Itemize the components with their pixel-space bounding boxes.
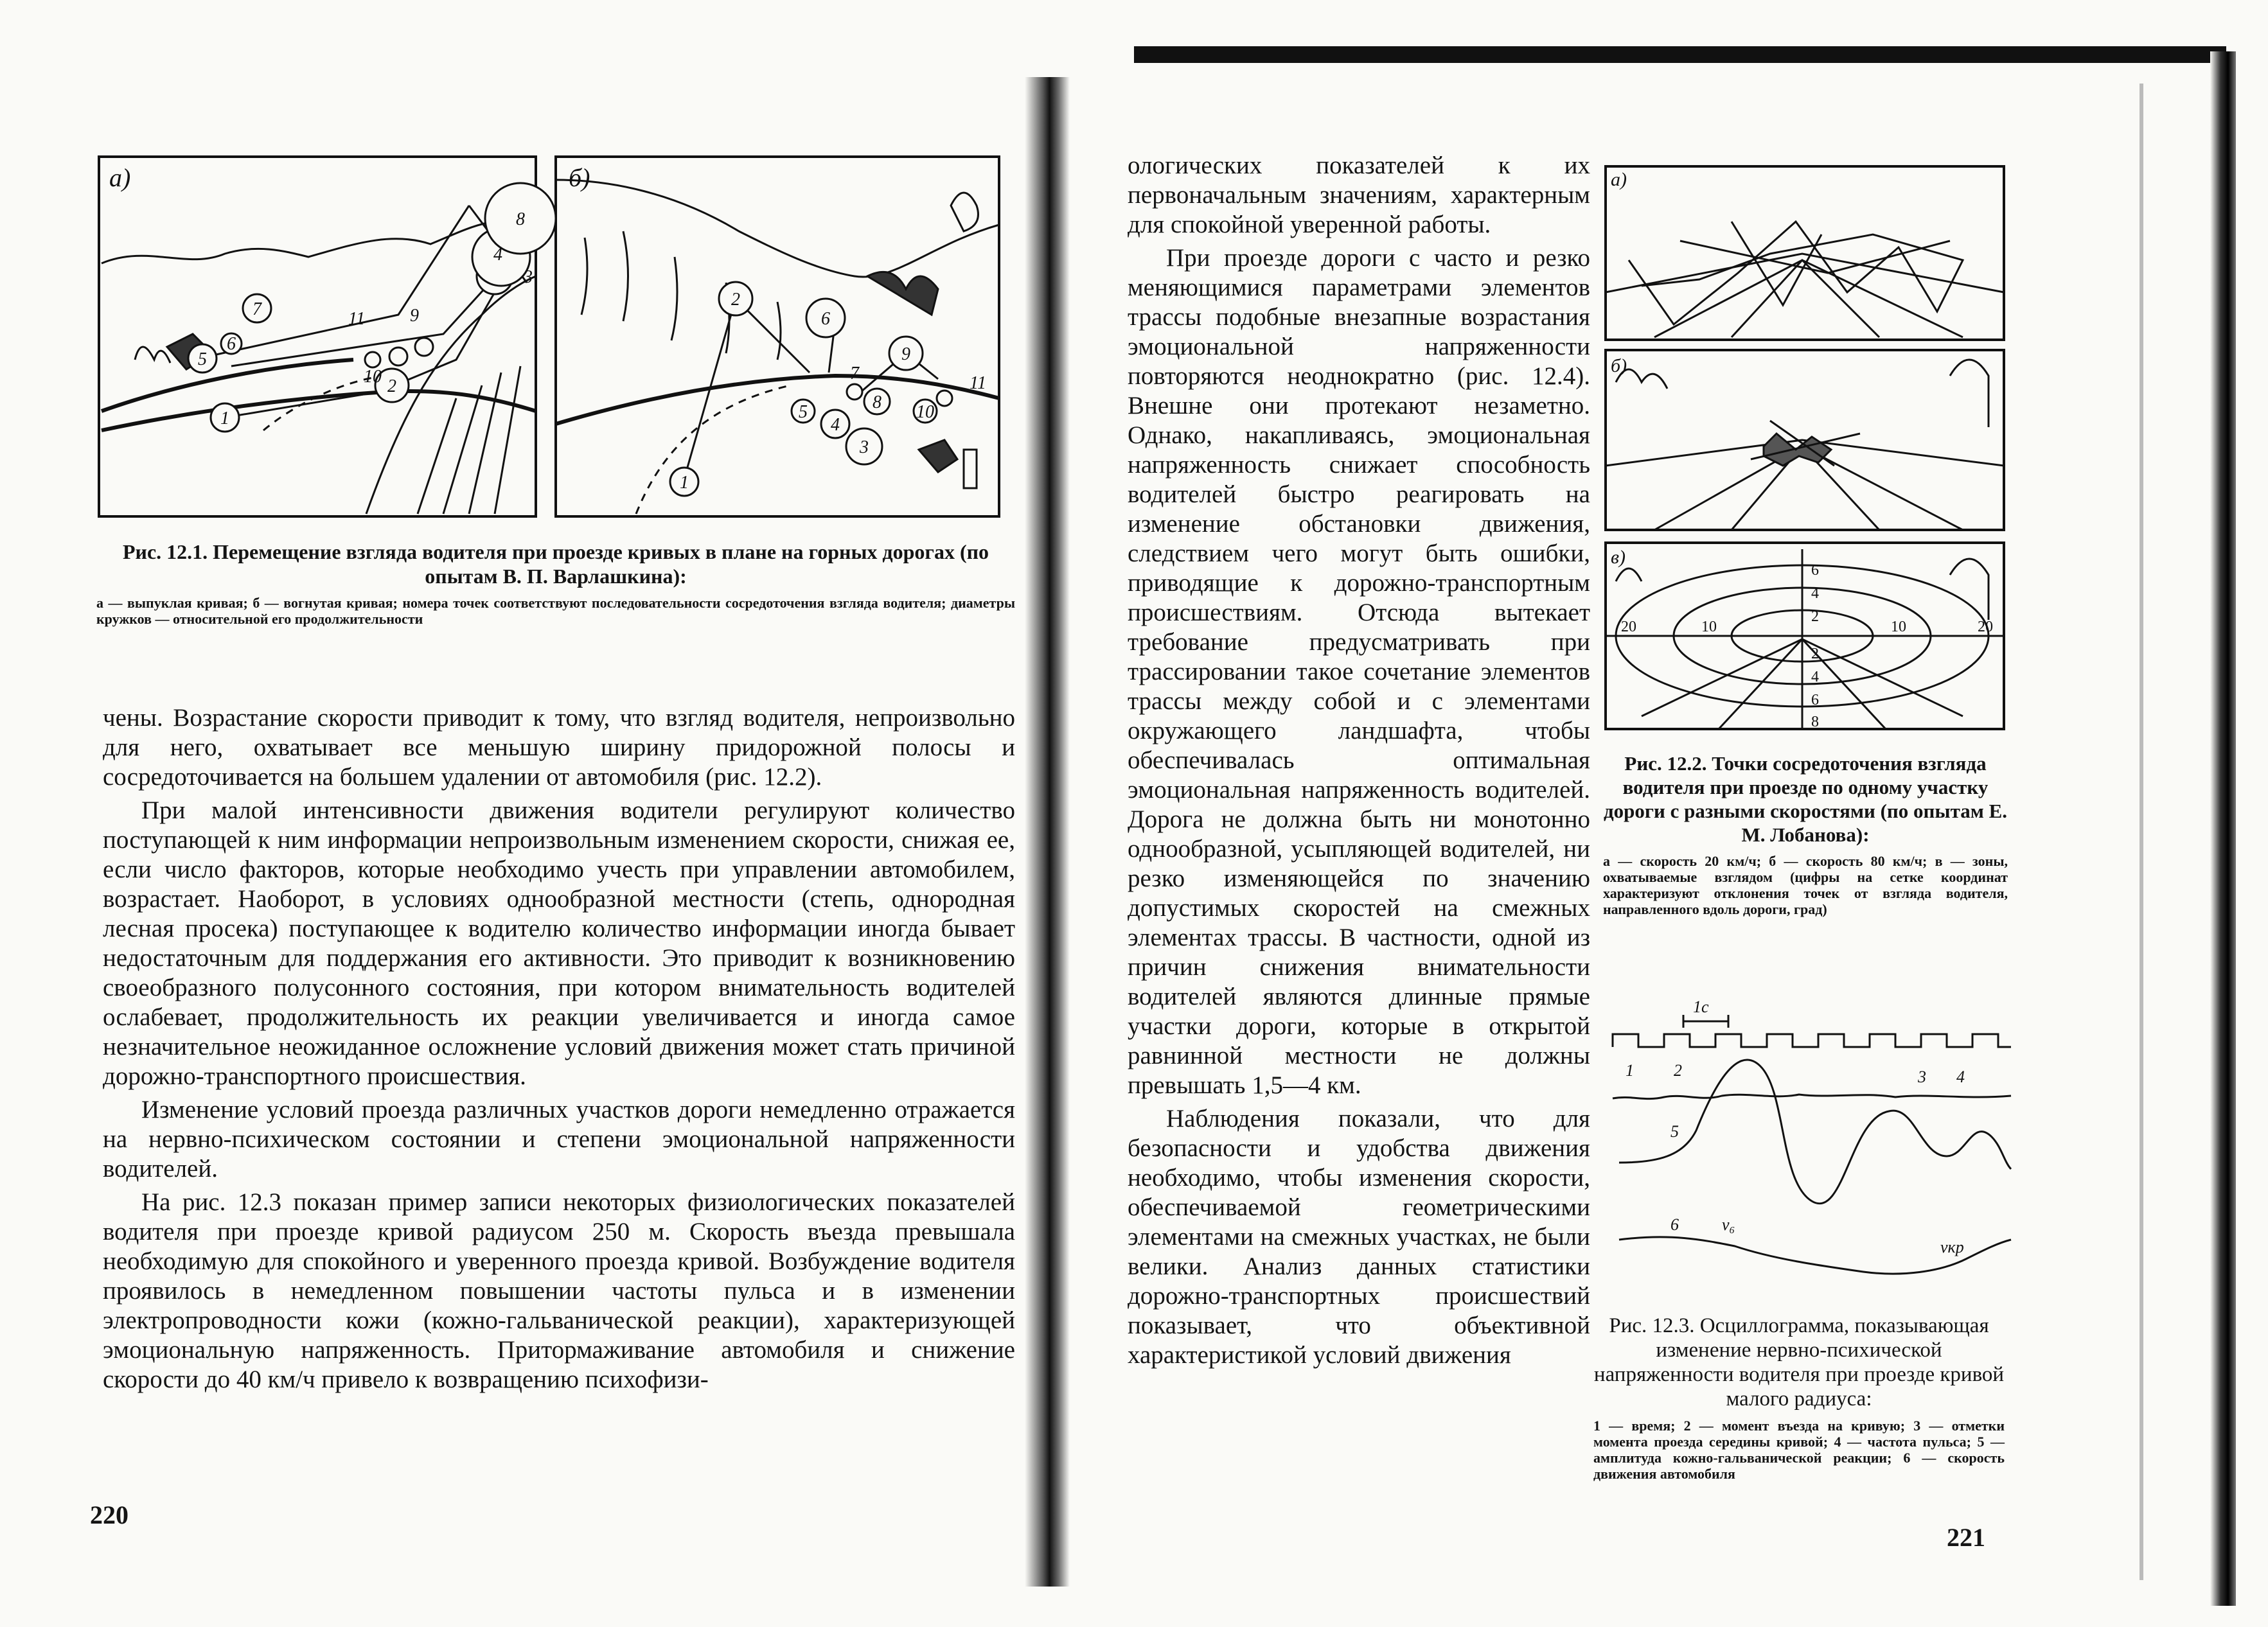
- figure-12-3: [1606, 989, 2017, 1304]
- figure-12-3-caption-title: Рис. 12.3. Осциллограмма, показывающая изменение нервно-психической напряженности водителя при проезде кривой малого радиуса:: [1593, 1314, 2005, 1411]
- side-label-10-right: 10: [1891, 619, 1906, 635]
- b-point-10: 10: [916, 402, 934, 422]
- b-point-2: 2: [731, 290, 740, 310]
- b-point-7: 7: [850, 364, 859, 383]
- book-gutter-shadow: [1025, 77, 1070, 1587]
- curve-label-2: 2: [1674, 1061, 1682, 1080]
- panel-b-drawing: [556, 180, 999, 514]
- a-point-5: 5: [198, 349, 207, 369]
- grid-label-6-bottom: 6: [1811, 692, 1819, 708]
- figure-12-3-caption-note: 1 — время; 2 — момент въезда на кривую; 3 — отметки момента проезда середины кривой; 4 — частота пульса; 5 — амплитуда кожно-гальванической реакции; 6 — скорость движения автомобиля: [1593, 1418, 2005, 1482]
- b-point-3: 3: [860, 437, 869, 457]
- speed-label-v6: v₆: [1722, 1215, 1735, 1234]
- page-edge-line: [2140, 84, 2143, 1580]
- a-point-6: 6: [227, 334, 236, 354]
- left-paragraph-3: Изменение условий проезда различных участков дороги немедленно отражается на нервно-психическом состоянии и степени эмоциональной напряженности водителей.: [103, 1096, 1015, 1183]
- scan-right-edge-shadow: [2210, 51, 2236, 1606]
- a-point-9: 9: [410, 306, 419, 326]
- figure-12-2-caption-title: Рис. 12.2. Точки сосредоточения взгляда водителя при проезде по одному участку дороги с разными скоростями (по опытам Е. М. Лобанова):: [1603, 752, 2008, 846]
- b-point-9: 9: [901, 344, 910, 364]
- pulse-trace: [1613, 1095, 2011, 1099]
- a-point-11: 11: [348, 309, 365, 329]
- b-point-8: 8: [873, 392, 882, 412]
- curve-label-1: 1: [1626, 1061, 1634, 1080]
- left-body-text: [103, 703, 1015, 1398]
- figure-12-3-caption: [1593, 1314, 2005, 1482]
- figure-12-1-caption-note: а — выпуклая кривая; б — вогнутая кривая; номера точек соответствуют последовательности сосредоточения взгляда водителя; диаметры кружков — относительной его продолжительности: [96, 595, 1015, 627]
- fig-12-2-panel-b-label: б): [1611, 355, 1627, 376]
- time-mark-label: 1с: [1693, 998, 1709, 1016]
- curve-label-4: 4: [1956, 1068, 1965, 1086]
- curve-label-6: 6: [1670, 1215, 1679, 1234]
- a-point-10: 10: [364, 367, 382, 387]
- a-point-1: 1: [220, 409, 229, 428]
- side-label-20-right: 20: [1978, 619, 1993, 635]
- figure-12-2: [1603, 164, 2008, 739]
- figure-12-2-caption: [1603, 752, 2008, 917]
- panel-b-label: б): [569, 163, 590, 192]
- figure-12-2-caption-note: а — скорость 20 км/ч; б — скорость 80 км/ч; в — зоны, охватываемые взглядом (цифры на сетке координат характеризуют отклонения точек от взгляда водителя, направленного вдоль дороги, град): [1603, 853, 2008, 917]
- a-point-7: 7: [252, 299, 261, 319]
- grid-label-8-bottom: 8: [1811, 714, 1819, 730]
- left-paragraph-4: На рис. 12.3 показан пример записи некоторых физиологических показателей водителя при проезде кривой радиусом 250 м. Скорость въезда превышала необходимую для спокойного и уверенного проезда кривой. Возбуждение водителя проявилось в немедленном повышении частоты пульса и в изменении электропроводности кожи (кожно-гальванической реакции), характеризующей эмоциональную напряженность. Притормаживание автомобиля и снижение скорости до 40 км/ч привело к возвращению психофизи-: [103, 1188, 1015, 1393]
- grid-label-2-top: 2: [1811, 608, 1819, 625]
- figure-12-1: [96, 154, 1009, 523]
- panel-a-road: [1606, 222, 2004, 337]
- a-point-8: 8: [516, 209, 525, 229]
- right-paragraph-1: ологических показателей к их первоначальным значениям, характерным для спокойной уверенной работы.: [1128, 152, 1590, 238]
- grid-label-4-top: 4: [1811, 585, 1819, 602]
- fig-12-2-panel-a-label: а): [1611, 169, 1627, 190]
- left-paragraph-1: чены. Возрастание скорости приводит к тому, что взгляд водителя, непроизвольно для него, охватывает все меньшую ширину придорожной полосы и сосредоточивается на большем удалении от автомобиля (рис. 12.2).: [103, 704, 1015, 791]
- figure-12-1-caption: [96, 540, 1015, 627]
- scan-top-shadow: [1134, 46, 2226, 63]
- right-body-text: [1128, 151, 1590, 1374]
- a-point-3: 3: [524, 267, 533, 287]
- panel-a-label: а): [109, 163, 131, 192]
- side-label-10-left: 10: [1701, 619, 1717, 635]
- a-point-2: 2: [387, 376, 396, 396]
- panel-b-road: [1606, 360, 2004, 530]
- curve-label-5: 5: [1670, 1122, 1679, 1141]
- page-number-right: 221: [1947, 1523, 1985, 1552]
- b-point-11: 11: [970, 373, 986, 393]
- grid-label-4-bottom: 4: [1811, 669, 1819, 685]
- b-point-4: 4: [831, 415, 840, 435]
- right-paragraph-3: Наблюдения показали, что для безопасности и удобства движения необходимо, чтобы изменения скорости, обеспечиваемой геометрическими элементами на смежных участках, не были велики. Анализ данных статистики дорожно-транспортных происшествий показывает, что объективной характеристикой условий движения: [1128, 1105, 1590, 1369]
- figure-12-1-caption-title: Рис. 12.1. Перемещение взгляда водителя при проезде кривых в плане на горных дорогах (по опытам В. П. Варлашкина):: [122, 540, 989, 588]
- right-paragraph-2: При проезде дороги с часто и резко меняющимися параметрами элементов трассы подобные внезапные возрастания эмоциональной напряженности повторяются неоднократно (рис. 12.4). Внешне они протекают незаметно. Однако, накапливаясь, эмоциональная напряженность снижает способность водителей быстро реагировать на изменение обстановки движения, следствием чего могут быть ошибки, приводящие к дорожно-транспортным происшествиям. Отсюда вытекает требование предусматривать при трассировании такое сочетание элементов трассы между собой и с элементами окружающего ландшафта, чтобы обеспечивалась оптимальная эмоциональная напряженность водителей. Дорога не должна быть ни монотонно однообразной, усыпляющей водителей, ни резко изменяющейся по значению допустимых скоростей на смежных элементах трассы. В частности, одной из причин снижения внимательности водителей являются длинные прямые участки дороги, которые в открытой равнинной местности не должны превышать 1,5—4 км.: [1128, 244, 1590, 1099]
- b-point-6: 6: [821, 309, 830, 329]
- b-point-5: 5: [799, 402, 808, 422]
- panel-c-zones: [1606, 549, 2004, 729]
- side-label-20-left: 20: [1621, 619, 1636, 635]
- fig-12-2-panel-c-label: в): [1611, 547, 1626, 568]
- left-paragraph-2: При малой интенсивности движения водители регулируют количество поступающей к ним информации непроизвольным изменением скорости, снижая ее, если число факторов, которые необходимо учесть при управлении автомобилем, возрастает. Наоборот, в условиях однообразной местности (степь, однородная лесная просека) поступающее к водителю количество информации иногда бывает недостаточным для поддержания его активности. Это приводит к возникновению своеобразного полусонного состояния, при котором внимательность водителей ослабевает, продолжительность их реакции увеличивается и иногда самое незначительное неожиданное осложнение условий движения может стать причиной дорожно-транспортного происшествия.: [103, 796, 1015, 1090]
- b-point-1: 1: [680, 473, 689, 493]
- page-number-left: 220: [90, 1500, 128, 1529]
- grid-label-6-top: 6: [1811, 562, 1819, 579]
- speed-label-vkr: vкр: [1940, 1238, 1964, 1256]
- curve-label-3: 3: [1918, 1068, 1926, 1086]
- panel-a-drawing: [102, 220, 536, 514]
- time-trace: [1613, 1034, 2011, 1047]
- grid-label-2-bottom: 2: [1811, 646, 1819, 662]
- a-point-4: 4: [493, 245, 502, 265]
